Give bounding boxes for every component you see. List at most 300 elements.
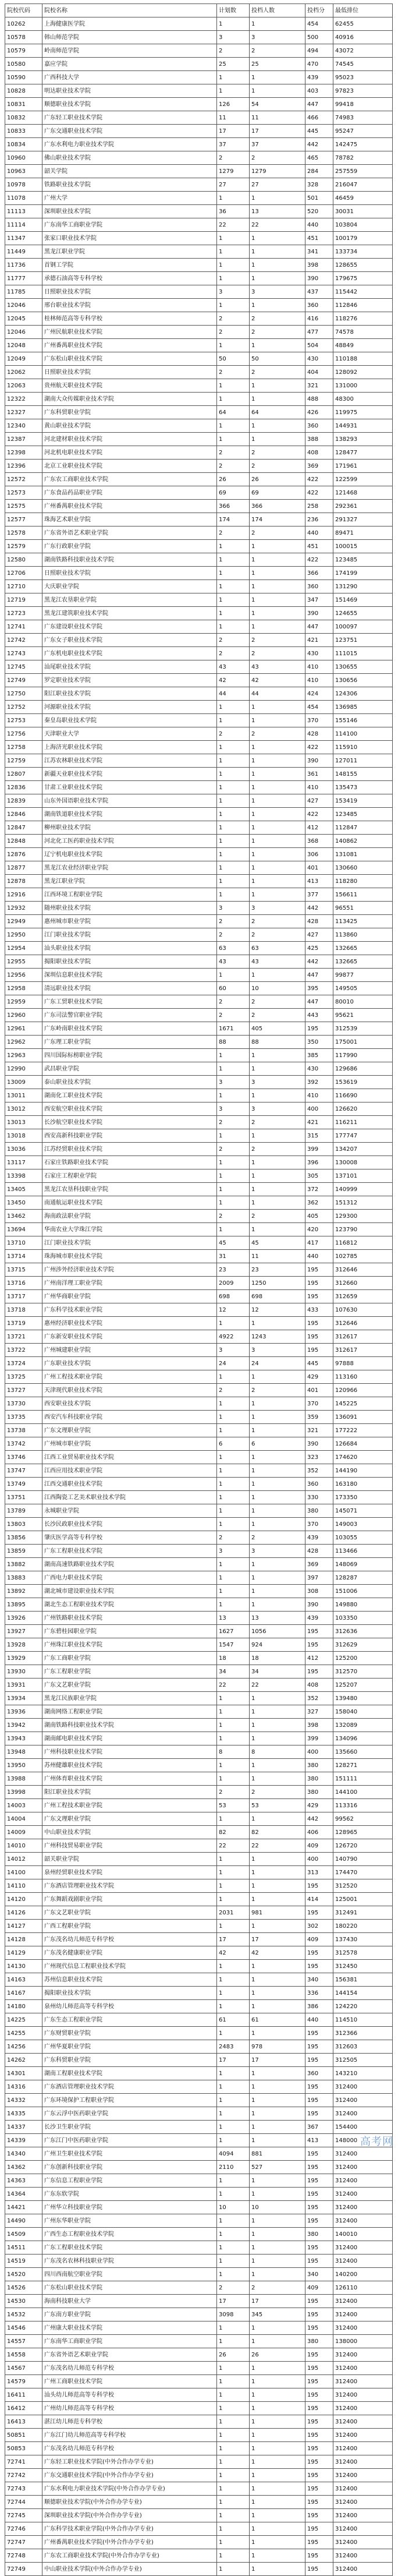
cell-school: 张家口职业技术学院 bbox=[42, 232, 217, 245]
cell-score: 366 bbox=[305, 567, 333, 580]
cell-applicants: 1 bbox=[250, 1223, 305, 1236]
table-row bbox=[5, 2308, 393, 2321]
cell-school: 阳江职业技术学院 bbox=[42, 1786, 217, 1799]
cell-plan: 11 bbox=[217, 111, 250, 125]
cell-code: 12340 bbox=[5, 419, 42, 433]
cell-score: 409 bbox=[305, 1933, 333, 1946]
cell-rank: 144154 bbox=[333, 1987, 393, 2000]
cell-school: 黑龙江职业学院 bbox=[42, 245, 217, 259]
table-row bbox=[5, 2563, 393, 2576]
cell-code: 14100 bbox=[5, 1866, 42, 1879]
cell-school: 湖南大众传媒职业技术学院 bbox=[42, 393, 217, 406]
table-row bbox=[5, 1772, 393, 1786]
cell-score: 195 bbox=[305, 2295, 333, 2308]
cell-school: 阳江职业技术学院 bbox=[42, 687, 217, 701]
cell-school: 广州现代信息工程职业技术学院 bbox=[42, 1960, 217, 1973]
cell-applicants: 1 bbox=[250, 2268, 305, 2281]
cell-score: 258 bbox=[305, 500, 333, 513]
table-row bbox=[5, 714, 393, 727]
cell-code: 12960 bbox=[5, 1009, 42, 1022]
table-row bbox=[5, 2509, 393, 2522]
cell-school: 广东江门中医药职业学院 bbox=[42, 2134, 217, 2147]
table-row bbox=[5, 500, 393, 513]
cell-rank: 312400 bbox=[333, 2429, 393, 2442]
cell-score: 445 bbox=[305, 1357, 333, 1370]
table-row bbox=[5, 567, 393, 580]
cell-code: 12990 bbox=[5, 1062, 42, 1076]
cell-rank: 138293 bbox=[333, 433, 393, 446]
cell-code: 14558 bbox=[5, 2348, 42, 2362]
cell-score: 392 bbox=[305, 1076, 333, 1089]
cell-rank: 107630 bbox=[333, 1303, 393, 1317]
cell-rank: 100097 bbox=[333, 620, 393, 634]
cell-code: 12742 bbox=[5, 634, 42, 647]
cell-rank: 115910 bbox=[333, 741, 393, 754]
cell-code: 13747 bbox=[5, 1464, 42, 1478]
cell-rank: 113316 bbox=[333, 1799, 393, 1812]
cell-applicants: 1 bbox=[250, 1156, 305, 1169]
cell-rank: 312578 bbox=[333, 1946, 393, 1960]
cell-code: 12741 bbox=[5, 620, 42, 634]
cell-applicants: 1 bbox=[250, 1558, 305, 1571]
cell-rank: 130656 bbox=[333, 674, 393, 687]
cell-school: 广州科技贸易职业学院 bbox=[42, 1839, 217, 1853]
cell-plan: 1 bbox=[217, 1598, 250, 1612]
cell-school: 广州华商职业学院 bbox=[42, 1290, 217, 1303]
cell-applicants: 1 bbox=[250, 593, 305, 607]
cell-rank: 114510 bbox=[333, 2013, 393, 2027]
table-row bbox=[5, 808, 393, 821]
table-row bbox=[5, 2174, 393, 2188]
cell-plan: 1 bbox=[217, 192, 250, 205]
table-row bbox=[5, 1156, 393, 1169]
table-row bbox=[5, 1571, 393, 1585]
cell-plan: 1 bbox=[217, 1920, 250, 1933]
cell-rank: 312400 bbox=[333, 2348, 393, 2362]
cell-rank: 113160 bbox=[333, 1370, 393, 1384]
cell-rank: 177222 bbox=[333, 1424, 393, 1437]
cell-code: 14301 bbox=[5, 2067, 42, 2080]
cell-plan: 37 bbox=[217, 138, 250, 151]
cell-rank: 149505 bbox=[333, 982, 393, 995]
cell-school: 广州大学 bbox=[42, 192, 217, 205]
cell-plan: 2 bbox=[217, 1116, 250, 1129]
cell-applicants: 22 bbox=[250, 1679, 305, 1692]
table-row bbox=[5, 1076, 393, 1089]
cell-code: 12046 bbox=[5, 299, 42, 312]
cell-plan: 1 bbox=[217, 1987, 250, 2000]
cell-score: 447 bbox=[305, 98, 333, 111]
cell-code: 72741 bbox=[5, 2455, 42, 2469]
table-row bbox=[5, 2388, 393, 2402]
cell-code: 12949 bbox=[5, 915, 42, 928]
cell-school: 广东茂名幼儿师范专科学校 bbox=[42, 2362, 217, 2375]
table-row bbox=[5, 2549, 393, 2563]
cell-score: 466 bbox=[305, 111, 333, 125]
cell-plan: 1 bbox=[217, 393, 250, 406]
cell-score: 350 bbox=[305, 1036, 333, 1049]
cell-code: 14567 bbox=[5, 2362, 42, 2375]
cell-plan: 1 bbox=[217, 1196, 250, 1210]
cell-school: 桂林师范高等专科学校 bbox=[42, 312, 217, 326]
cell-score: 236 bbox=[305, 513, 333, 526]
cell-rank: 312400 bbox=[333, 2174, 393, 2188]
cell-rank: 145225 bbox=[333, 1397, 393, 1411]
cell-plan: 1 bbox=[217, 1169, 250, 1183]
cell-code: 13926 bbox=[5, 1612, 42, 1625]
cell-code: 12749 bbox=[5, 674, 42, 687]
table-row bbox=[5, 1089, 393, 1103]
cell-plan: 43 bbox=[217, 955, 250, 969]
cell-plan: 1 bbox=[217, 1183, 250, 1196]
cell-school: 广东茂名健康职业学院 bbox=[42, 1946, 217, 1960]
cell-score: 433 bbox=[305, 1303, 333, 1317]
cell-school: 河北化工医药职业技术学院 bbox=[42, 835, 217, 848]
cell-plan: 2 bbox=[217, 1009, 250, 1022]
cell-school: 苏州健雄职业技术学院 bbox=[42, 1759, 217, 1772]
cell-code: 12580 bbox=[5, 553, 42, 567]
cell-code: 14362 bbox=[5, 2161, 42, 2174]
table-row bbox=[5, 1853, 393, 1866]
cell-rank: 174470 bbox=[333, 1866, 393, 1879]
cell-code: 12807 bbox=[5, 768, 42, 781]
cell-rank: 135473 bbox=[333, 781, 393, 794]
cell-plan: 17 bbox=[217, 1933, 250, 1946]
cell-school: 广东江门幼儿师范高等专科学校 bbox=[42, 2429, 217, 2442]
cell-rank: 99877 bbox=[333, 969, 393, 982]
cell-score: 390 bbox=[305, 607, 333, 620]
cell-rank: 102785 bbox=[333, 1250, 393, 1263]
table-row bbox=[5, 31, 393, 44]
cell-rank: 312400 bbox=[333, 2522, 393, 2536]
cell-code: 12759 bbox=[5, 754, 42, 768]
cell-score: 352 bbox=[305, 1692, 333, 1705]
cell-score: 195 bbox=[305, 2563, 333, 2576]
cell-score: 385 bbox=[305, 1049, 333, 1062]
cell-rank: 132089 bbox=[333, 1719, 393, 1732]
cell-plan: 126 bbox=[217, 98, 250, 111]
cell-score: 195 bbox=[305, 2362, 333, 2375]
cell-code: 72745 bbox=[5, 2509, 42, 2522]
cell-rank: 171961 bbox=[333, 460, 393, 473]
cell-plan: 1 bbox=[217, 1478, 250, 1491]
cell-applicants: 22 bbox=[250, 218, 305, 232]
cell-score: 422 bbox=[305, 741, 333, 754]
cell-score: 195 bbox=[305, 2536, 333, 2549]
cell-rank: 123485 bbox=[333, 808, 393, 821]
cell-code: 12756 bbox=[5, 727, 42, 741]
cell-plan: 1 bbox=[217, 2415, 250, 2429]
cell-rank: 312659 bbox=[333, 1290, 393, 1303]
cell-applicants: 1 bbox=[250, 433, 305, 446]
table-row bbox=[5, 1545, 393, 1558]
cell-code: 13018 bbox=[5, 1129, 42, 1143]
cell-school: 江苏农林职业技术学院 bbox=[42, 754, 217, 768]
cell-school: 苏州信息职业技术学院 bbox=[42, 1973, 217, 1987]
cell-code: 13011 bbox=[5, 1089, 42, 1103]
cell-score: 195 bbox=[305, 2107, 333, 2121]
cell-school: 顺德职业技术学院(中外合作办学专业) bbox=[42, 2496, 217, 2509]
cell-rank: 129686 bbox=[333, 1062, 393, 1076]
cell-score: 380 bbox=[305, 1772, 333, 1786]
cell-rank: 125200 bbox=[333, 1652, 393, 1665]
cell-code: 12916 bbox=[5, 888, 42, 902]
table-row bbox=[5, 2000, 393, 2013]
cell-code: 13009 bbox=[5, 1076, 42, 1089]
cell-school: 黄山职业技术学院 bbox=[42, 419, 217, 433]
cell-rank: 133734 bbox=[333, 245, 393, 259]
cell-plan: 1 bbox=[217, 433, 250, 446]
cell-code: 14225 bbox=[5, 2013, 42, 2027]
cell-code: 14262 bbox=[5, 2054, 42, 2067]
table-row bbox=[5, 2375, 393, 2388]
table-row bbox=[5, 446, 393, 460]
cell-school: 湖南铁路科技职业技术学院 bbox=[42, 553, 217, 567]
cell-applicants: 1 bbox=[250, 2415, 305, 2429]
cell-plan: 3 bbox=[217, 902, 250, 915]
cell-code: 13724 bbox=[5, 1357, 42, 1370]
cell-school: 明达职业技术学院 bbox=[42, 84, 217, 98]
cell-applicants: 42 bbox=[250, 674, 305, 687]
cell-rank: 177747 bbox=[333, 1129, 393, 1143]
cell-applicants: 1 bbox=[250, 754, 305, 768]
cell-plan: 1 bbox=[217, 969, 250, 982]
cell-code: 14009 bbox=[5, 1826, 42, 1839]
cell-applicants: 13 bbox=[250, 1612, 305, 1625]
cell-rank: 292361 bbox=[333, 500, 393, 513]
cell-school: 广州康大职业技术学院 bbox=[42, 2321, 217, 2335]
cell-applicants: 1 bbox=[250, 580, 305, 593]
cell-school: 广州卫生职业技术学院 bbox=[42, 2147, 217, 2161]
table-row bbox=[5, 1679, 393, 1692]
cell-score: 369 bbox=[305, 1558, 333, 1571]
cell-plan: 1 bbox=[217, 848, 250, 861]
table-row bbox=[5, 1638, 393, 1652]
cell-school: 广州幼儿师范高等专科学校 bbox=[42, 2402, 217, 2415]
cell-applicants: 17 bbox=[250, 2295, 305, 2308]
cell-school: 四川西南航空职业学院 bbox=[42, 2268, 217, 2281]
cell-plan: 1 bbox=[217, 339, 250, 352]
table-row bbox=[5, 607, 393, 620]
cell-rank: 131000 bbox=[333, 379, 393, 393]
cell-score: 360 bbox=[305, 419, 333, 433]
cell-plan: 2 bbox=[217, 460, 250, 473]
cell-school: 广州体育职业技术学院 bbox=[42, 1772, 217, 1786]
cell-code: 11347 bbox=[5, 232, 42, 245]
cell-rank: 119975 bbox=[333, 406, 393, 419]
cell-rank: 312400 bbox=[333, 2402, 393, 2415]
cell-rank: 312400 bbox=[333, 2308, 393, 2321]
cell-applicants: 61 bbox=[250, 2013, 305, 2027]
cell-plan: 36 bbox=[217, 205, 250, 218]
cell-school: 江苏经贸职业技术学院 bbox=[42, 1143, 217, 1156]
cell-applicants: 1 bbox=[250, 2482, 305, 2496]
cell-code: 12327 bbox=[5, 406, 42, 419]
cell-rank: 155146 bbox=[333, 714, 393, 727]
cell-school: 泉州幼儿师范高等专科学校 bbox=[42, 2000, 217, 2013]
cell-rank: 130655 bbox=[333, 660, 393, 674]
cell-school: 广州华夏职业学院 bbox=[42, 2040, 217, 2054]
cell-rank: 312400 bbox=[333, 2362, 393, 2375]
cell-plan: 1 bbox=[217, 2067, 250, 2080]
cell-rank: 97888 bbox=[333, 1357, 393, 1370]
cell-score: 454 bbox=[305, 17, 333, 31]
cell-code: 11078 bbox=[5, 192, 42, 205]
cell-school: 广州民航职业技术学院 bbox=[42, 326, 217, 339]
cell-code: 13727 bbox=[5, 1384, 42, 1397]
table-row bbox=[5, 1692, 393, 1705]
table-row bbox=[5, 299, 393, 312]
cell-applicants: 1 bbox=[250, 808, 305, 821]
cell-school: 广州城市职业学院 bbox=[42, 1437, 217, 1451]
cell-rank: 96551 bbox=[333, 902, 393, 915]
cell-plan: 22 bbox=[217, 218, 250, 232]
cell-plan: 26 bbox=[217, 473, 250, 486]
cell-school: 大庆职业学院 bbox=[42, 580, 217, 593]
cell-score: 377 bbox=[305, 888, 333, 902]
cell-applicants: 1 bbox=[250, 2027, 305, 2040]
table-row bbox=[5, 2067, 393, 2080]
cell-school: 广东理工职业学院 bbox=[42, 1036, 217, 1049]
cell-rank: 312400 bbox=[333, 2388, 393, 2402]
cell-code: 14167 bbox=[5, 1987, 42, 2000]
table-row bbox=[5, 192, 393, 205]
cell-plan: 2483 bbox=[217, 2040, 250, 2054]
cell-school: 广州番禺职业技术学院 bbox=[42, 339, 217, 352]
cell-applicants: 13 bbox=[250, 205, 305, 218]
cell-school: 广东交通职业技术学院(中外合作办学专业) bbox=[42, 2469, 217, 2482]
cell-code: 13722 bbox=[5, 1344, 42, 1357]
table-row bbox=[5, 1531, 393, 1545]
cell-applicants: 1 bbox=[250, 1987, 305, 2000]
table-row bbox=[5, 2214, 393, 2228]
cell-applicants: 1 bbox=[250, 1719, 305, 1732]
cell-code: 14010 bbox=[5, 1839, 42, 1853]
cell-score: 359 bbox=[305, 1411, 333, 1424]
cell-rank: 118280 bbox=[333, 875, 393, 888]
cell-school: 广东司法警官职业学院 bbox=[42, 1009, 217, 1022]
cell-plan: 53 bbox=[217, 1799, 250, 1812]
table-row bbox=[5, 138, 393, 151]
table-row bbox=[5, 17, 393, 31]
cell-code: 14335 bbox=[5, 2107, 42, 2121]
cell-school: 广东云浮中医药职业学院 bbox=[42, 2107, 217, 2121]
cell-code: 16412 bbox=[5, 2402, 42, 2415]
table-row bbox=[5, 1652, 393, 1665]
cell-code: 13749 bbox=[5, 1478, 42, 1491]
cell-rank: 103350 bbox=[333, 1612, 393, 1625]
table-row bbox=[5, 1759, 393, 1772]
cell-school: 广东酒店管理职业技术学院 bbox=[42, 2080, 217, 2094]
cell-score: 429 bbox=[305, 1799, 333, 1812]
cell-applicants: 1 bbox=[250, 1411, 305, 1424]
table-row bbox=[5, 2469, 393, 2482]
cell-score: 195 bbox=[305, 2402, 333, 2415]
header-code: 院校代码 bbox=[5, 4, 42, 17]
cell-score: 388 bbox=[305, 433, 333, 446]
cell-rank: 148155 bbox=[333, 768, 393, 781]
table-header bbox=[5, 4, 393, 17]
cell-plan: 1 bbox=[217, 1049, 250, 1062]
cell-score: 362 bbox=[305, 1196, 333, 1210]
cell-plan: 27 bbox=[217, 178, 250, 192]
cell-code: 12572 bbox=[5, 473, 42, 486]
cell-rank: 136091 bbox=[333, 1411, 393, 1424]
cell-school: 广州东华职业学院 bbox=[42, 2214, 217, 2228]
cell-applicants: 1 bbox=[250, 781, 305, 794]
cell-applicants: 6 bbox=[250, 1437, 305, 1451]
cell-plan: 3098 bbox=[217, 2308, 250, 2321]
cell-plan: 1 bbox=[217, 232, 250, 245]
cell-rank: 128287 bbox=[333, 1571, 393, 1585]
cell-score: 451 bbox=[305, 540, 333, 553]
cell-rank: 312603 bbox=[333, 2040, 393, 2054]
cell-code: 13735 bbox=[5, 1411, 42, 1424]
table-row bbox=[5, 848, 393, 861]
cell-plan: 1 bbox=[217, 2362, 250, 2375]
cell-rank: 151111 bbox=[333, 1772, 393, 1786]
cell-code: 14490 bbox=[5, 2214, 42, 2228]
cell-score: 321 bbox=[305, 1424, 333, 1437]
cell-school: 承德石油高等专科学校 bbox=[42, 272, 217, 285]
cell-rank: 312400 bbox=[333, 2080, 393, 2094]
cell-code: 14003 bbox=[5, 1799, 42, 1812]
table-row bbox=[5, 768, 393, 781]
cell-plan: 1 bbox=[217, 2549, 250, 2563]
cell-score: 302 bbox=[305, 1920, 333, 1933]
cell-code: 12956 bbox=[5, 969, 42, 982]
cell-code: 14110 bbox=[5, 1879, 42, 1893]
cell-rank: 154400 bbox=[333, 2121, 393, 2134]
cell-code: 12961 bbox=[5, 1022, 42, 1036]
cell-applicants: 8 bbox=[250, 1745, 305, 1759]
cell-score: 195 bbox=[305, 1317, 333, 1330]
cell-code: 12578 bbox=[5, 526, 42, 540]
table-row bbox=[5, 2268, 393, 2281]
cell-plan: 1 bbox=[217, 2388, 250, 2402]
cell-rank: 312400 bbox=[333, 2509, 393, 2522]
table-row bbox=[5, 2134, 393, 2147]
cell-applicants: 1 bbox=[250, 1705, 305, 1719]
cell-plan: 1 bbox=[217, 71, 250, 84]
cell-applicants: 1 bbox=[250, 1960, 305, 1973]
cell-plan: 1 bbox=[217, 593, 250, 607]
cell-rank: 137101 bbox=[333, 1169, 393, 1183]
table-row bbox=[5, 366, 393, 379]
cell-code: 14340 bbox=[5, 2147, 42, 2161]
cell-score: 313 bbox=[305, 1866, 333, 1879]
cell-code: 13450 bbox=[5, 1196, 42, 1210]
cell-code: 10833 bbox=[5, 125, 42, 138]
cell-rank: 140790 bbox=[333, 1853, 393, 1866]
cell-code: 10580 bbox=[5, 58, 42, 71]
cell-code: 14163 bbox=[5, 1973, 42, 1987]
cell-rank: 129300 bbox=[333, 1210, 393, 1223]
cell-applicants: 1 bbox=[250, 2174, 305, 2188]
cell-score: 321 bbox=[305, 379, 333, 393]
cell-code: 12932 bbox=[5, 902, 42, 915]
cell-applicants: 1 bbox=[250, 2402, 305, 2415]
cell-plan: 2110 bbox=[217, 2161, 250, 2174]
cell-score: 195 bbox=[305, 1290, 333, 1303]
cell-applicants: 1 bbox=[250, 2094, 305, 2107]
cell-score: 372 bbox=[305, 1183, 333, 1196]
cell-code: 14526 bbox=[5, 2281, 42, 2295]
cell-rank: 121468 bbox=[333, 486, 393, 500]
cell-applicants: 1 bbox=[250, 2509, 305, 2522]
table-row bbox=[5, 1879, 393, 1893]
cell-applicants: 1 bbox=[250, 1169, 305, 1183]
